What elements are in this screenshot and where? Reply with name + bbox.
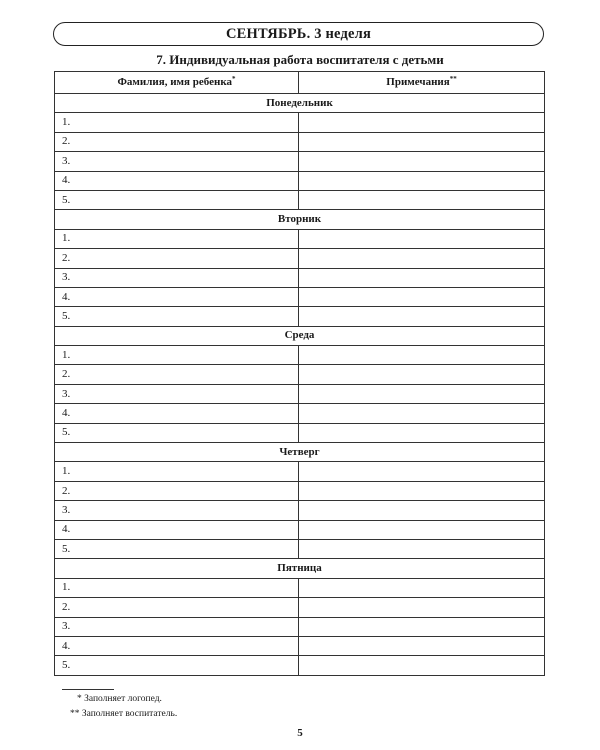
table-row <box>55 578 545 597</box>
table-row <box>55 404 545 423</box>
day-header-row <box>55 559 545 578</box>
child-name-cell[interactable]: 2. <box>55 365 299 384</box>
day-header-row <box>55 210 545 229</box>
notes-cell[interactable] <box>299 365 545 384</box>
notes-cell[interactable] <box>299 171 545 190</box>
notes-cell[interactable] <box>299 384 545 403</box>
child-name-cell[interactable]: 4. <box>55 520 299 539</box>
child-name-cell[interactable]: 3. <box>55 152 299 171</box>
child-name-cell[interactable]: 5. <box>55 656 299 675</box>
notes-cell[interactable] <box>299 481 545 500</box>
notes-cell[interactable] <box>299 501 545 520</box>
page-number: 5 <box>297 727 303 739</box>
column-header-label: Фамилия, имя ребенка <box>117 76 233 88</box>
table-row <box>55 307 545 326</box>
notes-cell[interactable] <box>299 190 545 209</box>
section-title: 7. Индивидуальная работа воспитателя с детьми <box>156 52 444 67</box>
child-name-cell[interactable]: 1. <box>55 346 299 365</box>
week-title: СЕНТЯБРЬ. 3 неделя <box>225 25 372 42</box>
table-row <box>55 520 545 539</box>
child-name-cell[interactable]: 2. <box>55 481 299 500</box>
notes-cell[interactable] <box>299 249 545 268</box>
table-row <box>55 190 545 209</box>
week-header <box>53 22 544 46</box>
table-row <box>55 287 545 306</box>
day-header-row <box>55 443 545 462</box>
notes-cell[interactable] <box>299 152 545 171</box>
day-header-row <box>55 326 545 345</box>
child-name-cell[interactable]: 2. <box>55 249 299 268</box>
day-header-row <box>55 94 545 113</box>
table-row <box>55 501 545 520</box>
column-header-child-name <box>55 72 299 94</box>
child-name-cell[interactable]: 4. <box>55 404 299 423</box>
table-row <box>55 656 545 675</box>
table-header-row <box>55 72 545 94</box>
table-row <box>55 598 545 617</box>
notes-cell[interactable] <box>299 520 545 539</box>
child-name-cell[interactable]: 4. <box>55 287 299 306</box>
notes-cell[interactable] <box>299 287 545 306</box>
child-name-cell[interactable]: 3. <box>55 384 299 403</box>
table-row <box>55 365 545 384</box>
table-row <box>55 229 545 248</box>
child-name-cell[interactable]: 2. <box>55 598 299 617</box>
notes-cell[interactable] <box>299 268 545 287</box>
table-row <box>55 268 545 287</box>
notes-cell[interactable] <box>299 598 545 617</box>
table-row <box>55 462 545 481</box>
footnote-mark: ** <box>449 75 457 83</box>
child-name-cell[interactable]: 1. <box>55 462 299 481</box>
notes-cell[interactable] <box>299 462 545 481</box>
child-name-cell[interactable]: 4. <box>55 171 299 190</box>
notes-cell[interactable] <box>299 617 545 636</box>
child-name-cell[interactable]: 3. <box>55 501 299 520</box>
child-name-cell[interactable]: 1. <box>55 113 299 132</box>
footnote-1: * Заполняет логопед. <box>77 694 162 704</box>
notes-cell[interactable] <box>299 113 545 132</box>
table-row <box>55 636 545 655</box>
column-header-label: Примечания <box>386 76 450 88</box>
table-row <box>55 171 545 190</box>
notes-cell[interactable] <box>299 539 545 558</box>
table-row <box>55 617 545 636</box>
child-name-cell[interactable]: 4. <box>55 636 299 655</box>
notes-cell[interactable] <box>299 229 545 248</box>
day-name: Понедельник <box>55 94 545 113</box>
child-name-cell[interactable]: 3. <box>55 268 299 287</box>
child-name-cell[interactable]: 5. <box>55 423 299 442</box>
notes-cell[interactable] <box>299 656 545 675</box>
footnote-mark: * <box>232 75 236 83</box>
table-row <box>55 152 545 171</box>
footnote-2: ** Заполняет воспитатель. <box>70 709 178 719</box>
notes-cell[interactable] <box>299 404 545 423</box>
column-header-notes <box>299 72 545 94</box>
table-row <box>55 249 545 268</box>
table-row <box>55 539 545 558</box>
table-row <box>55 132 545 151</box>
day-name: Среда <box>55 326 545 345</box>
table-row <box>55 346 545 365</box>
notes-cell[interactable] <box>299 132 545 151</box>
child-name-cell[interactable]: 5. <box>55 539 299 558</box>
day-name: Вторник <box>55 210 545 229</box>
table-row <box>55 481 545 500</box>
child-name-cell[interactable]: 2. <box>55 132 299 151</box>
child-name-cell[interactable]: 5. <box>55 307 299 326</box>
notes-cell[interactable] <box>299 307 545 326</box>
footnote-divider <box>62 689 114 690</box>
notes-cell[interactable] <box>299 636 545 655</box>
day-name: Пятница <box>55 559 545 578</box>
notes-cell[interactable] <box>299 423 545 442</box>
table-body <box>55 94 545 676</box>
table-row <box>55 113 545 132</box>
child-name-cell[interactable]: 3. <box>55 617 299 636</box>
notes-cell[interactable] <box>299 346 545 365</box>
table-row <box>55 423 545 442</box>
notes-cell[interactable] <box>299 578 545 597</box>
child-name-cell[interactable]: 1. <box>55 578 299 597</box>
day-name: Четверг <box>55 443 545 462</box>
child-name-cell[interactable]: 1. <box>55 229 299 248</box>
individual-work-table <box>54 71 545 676</box>
child-name-cell[interactable]: 5. <box>55 190 299 209</box>
table-row <box>55 384 545 403</box>
